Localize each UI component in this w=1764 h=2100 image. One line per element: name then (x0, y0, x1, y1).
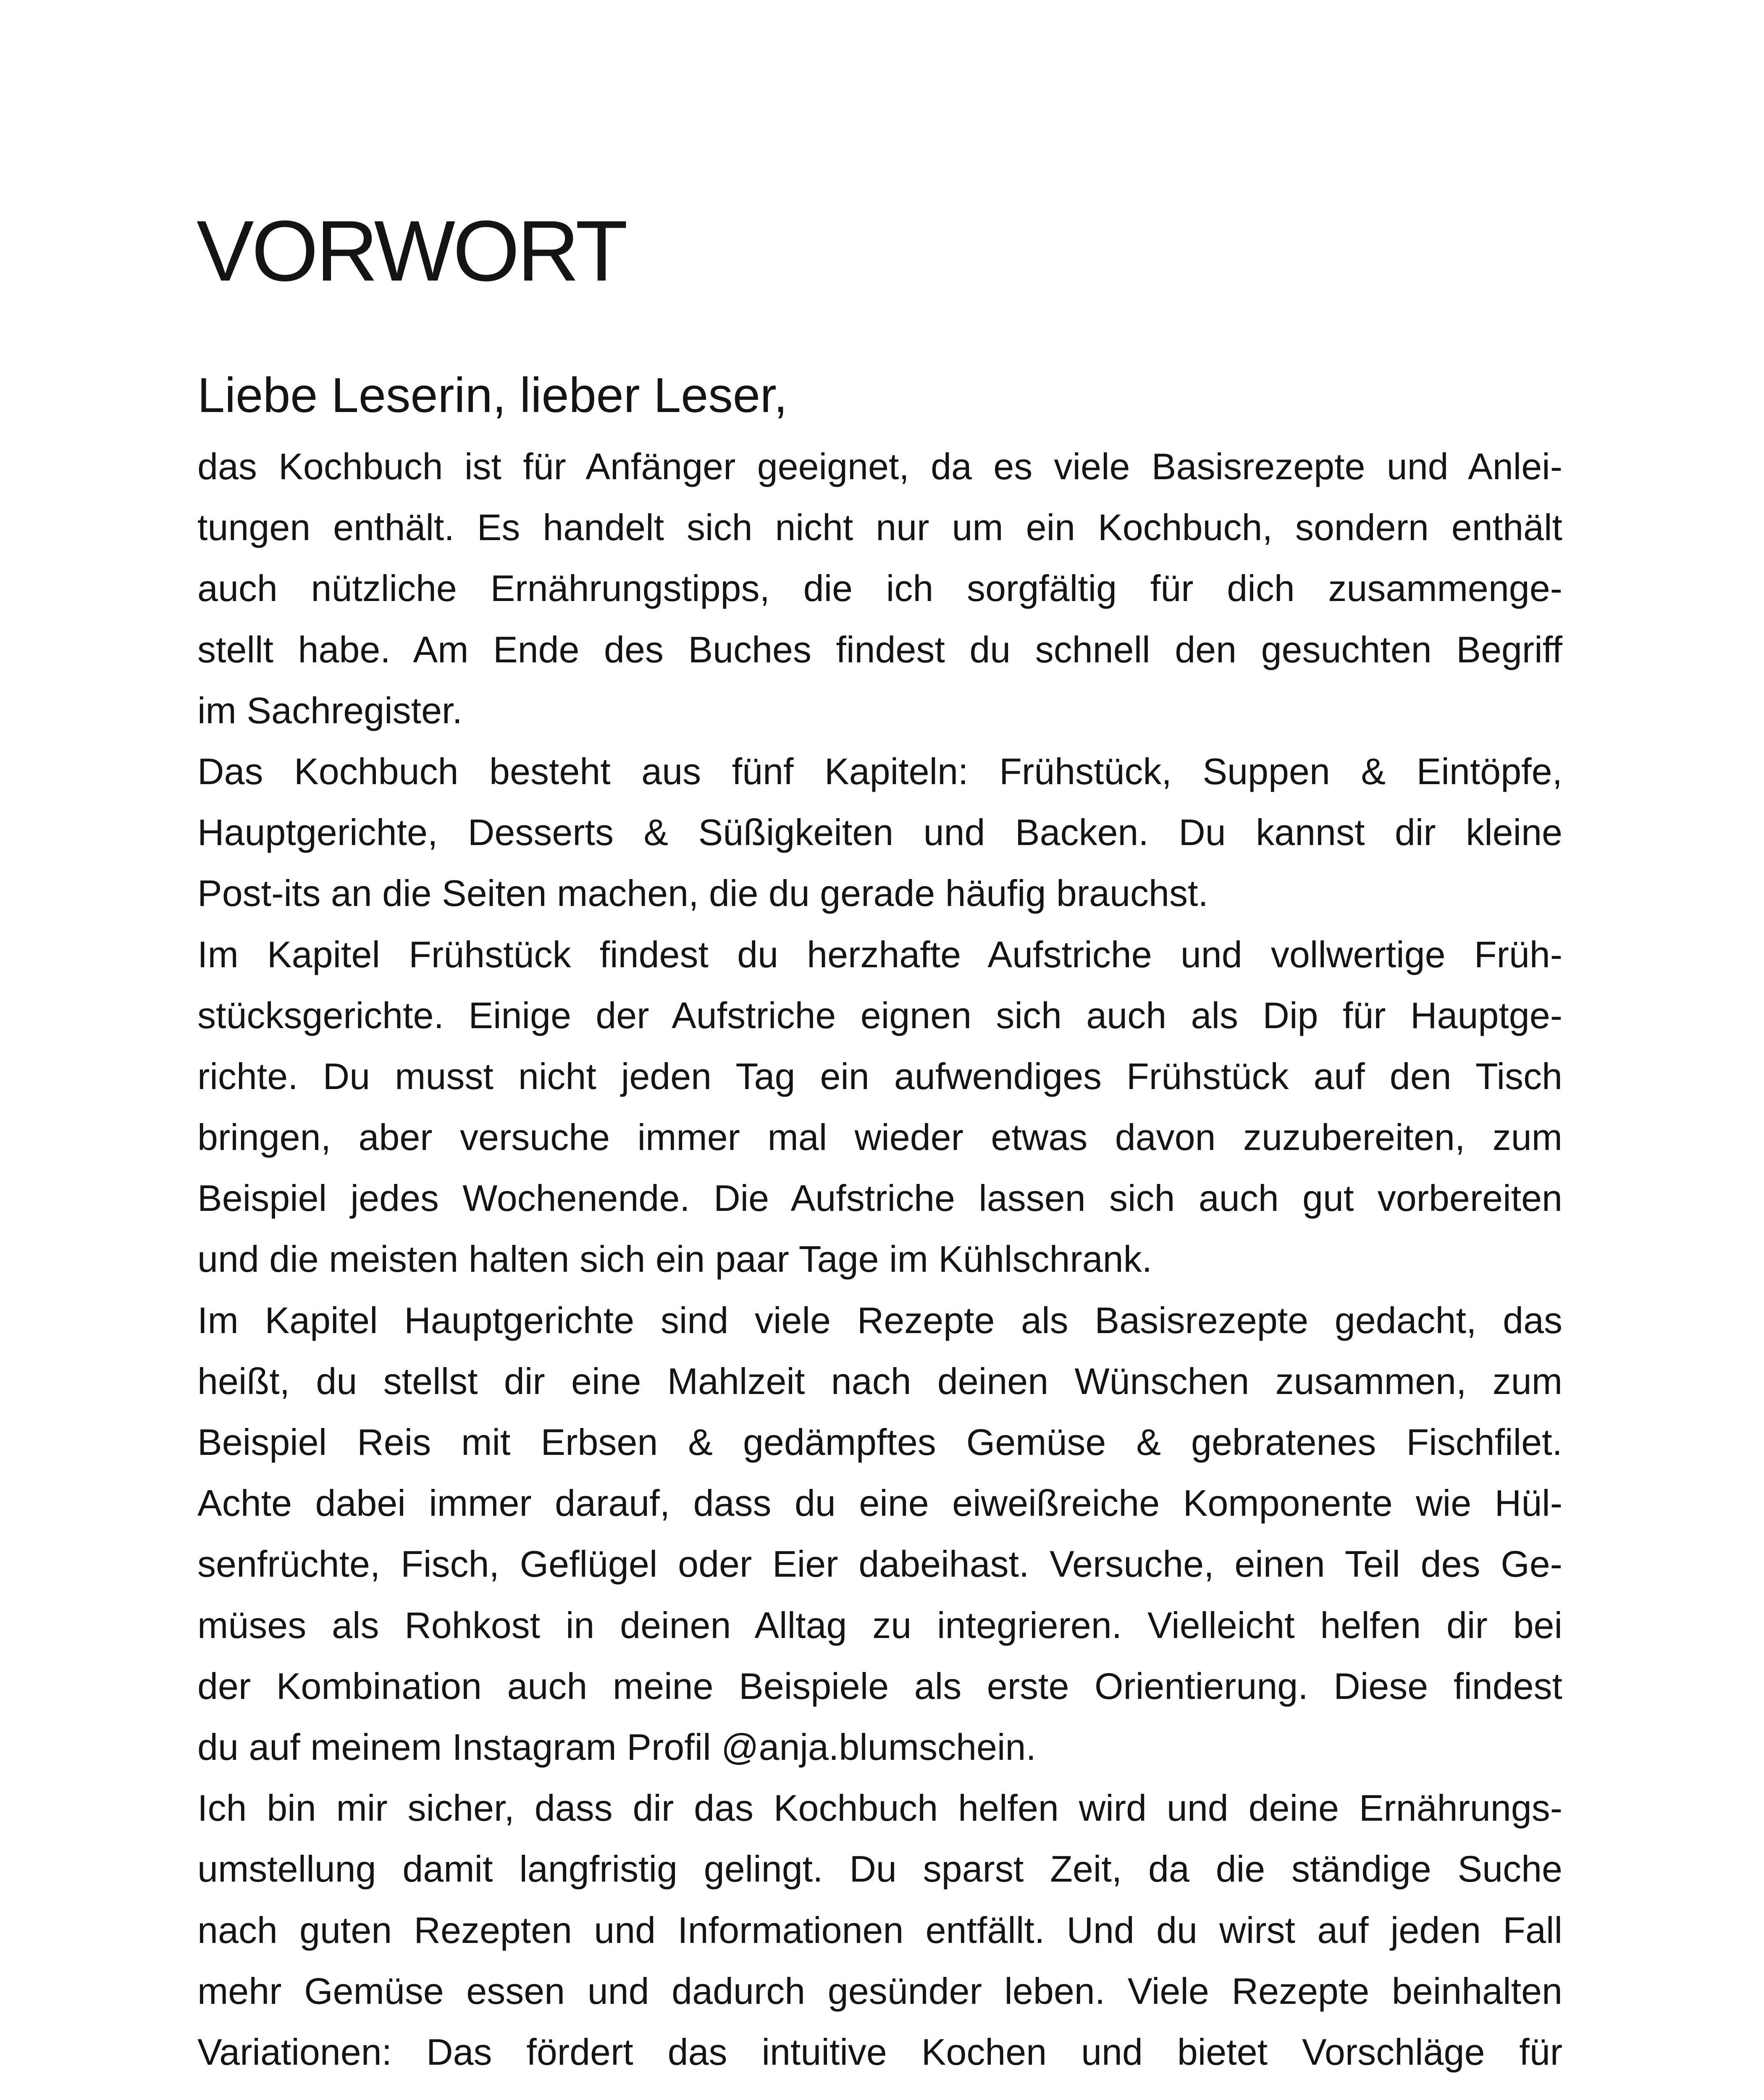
paragraph-1 (197, 436, 1562, 741)
text-line: Beispiel jedes Wochenende. Die Aufstriche lassen sich auch gut vorbereiten (197, 1177, 1562, 1219)
text-line: heißt, du stellst dir eine Mahlzeit nach deinen Wünschen zusammen, zum (197, 1360, 1562, 1402)
text-line: tungen enthält. Es handelt sich nicht nur um ein Kochbuch, sondern enthält (197, 507, 1562, 549)
text-line: Beispiel Reis mit Erbsen & gedämpftes Gemüse & gebratenes Fischfilet. (197, 1421, 1562, 1463)
text-line: das Kochbuch ist für Anfänger geeignet, da es viele Basisrezepte und Anlei- (197, 446, 1562, 487)
text-line: der Kombination auch meine Beispiele als erste Orientierung. Diese findest (197, 1665, 1562, 1707)
paragraph-5 (197, 1777, 1562, 2082)
text-line: Hauptgerichte, Desserts & Süßigkeiten und Backen. Du kannst dir kleine (197, 811, 1562, 853)
salutation: Liebe Leserin, lieber Leser, (197, 368, 788, 423)
text-line: Im Kapitel Frühstück findest du herzhafte Aufstriche und vollwertige Früh- (197, 933, 1562, 975)
paragraph-3 (197, 924, 1562, 1290)
text-line: und die meisten halten sich ein paar Tage im Kühlschrank. (197, 1238, 1152, 1280)
text-line: müses als Rohkost in deinen Alltag zu integrieren. Vielleicht helfen dir bei (197, 1604, 1562, 1646)
text-line: Das Kochbuch besteht aus fünf Kapiteln: Frühstück, Suppen & Eintöpfe, (197, 750, 1562, 792)
text-line: nach guten Rezepten und Informationen entfällt. Und du wirst auf jeden Fall (197, 1909, 1562, 1951)
text-line: stücksgerichte. Einige der Aufstriche eignen sich auch als Dip für Hauptge- (197, 994, 1562, 1036)
text-line: bringen, aber versuche immer mal wieder etwas davon zuzubereiten, zum (197, 1116, 1562, 1158)
text-line: Variationen: Das fördert das intuitive Kochen und bietet Vorschläge für (197, 2031, 1562, 2073)
paragraph-2 (197, 741, 1562, 924)
paragraph-4 (197, 1290, 1562, 1778)
text-line: richte. Du musst nicht jeden Tag ein aufwendiges Frühstück auf den Tisch (197, 1055, 1562, 1097)
text-line: du auf meinem Instagram Profil @anja.blumschein. (197, 1726, 1036, 1768)
text-line: Achte dabei immer darauf, dass du eine eiweißreiche Komponente wie Hül- (197, 1482, 1562, 1524)
text-line: mehr Gemüse essen und dadurch gesünder leben. Viele Rezepte beinhalten (197, 1970, 1562, 2012)
page-title: VORWORT (197, 203, 626, 299)
text-line: stellt habe. Am Ende des Buches findest du schnell den gesuchten Begriff (197, 628, 1562, 670)
text-line: Im Kapitel Hauptgerichte sind viele Rezepte als Basisrezepte gedacht, das (197, 1299, 1562, 1341)
body-text (197, 436, 1562, 2082)
text-line: Post-its an die Seiten machen, die du gerade häufig brauchst. (197, 872, 1208, 914)
text-line: auch nützliche Ernährungstipps, die ich sorgfältig für dich zusammenge- (197, 567, 1562, 609)
text-line: umstellung damit langfristig gelingt. Du sparst Zeit, da die ständige Suche (197, 1848, 1562, 1890)
text-line: senfrüchte, Fisch, Geflügel oder Eier dabeihast. Versuche, einen Teil des Ge- (197, 1543, 1562, 1585)
text-line: im Sachregister. (197, 689, 462, 731)
text-line: Ich bin mir sicher, dass dir das Kochbuch helfen wird und deine Ernährungs- (197, 1787, 1562, 1829)
